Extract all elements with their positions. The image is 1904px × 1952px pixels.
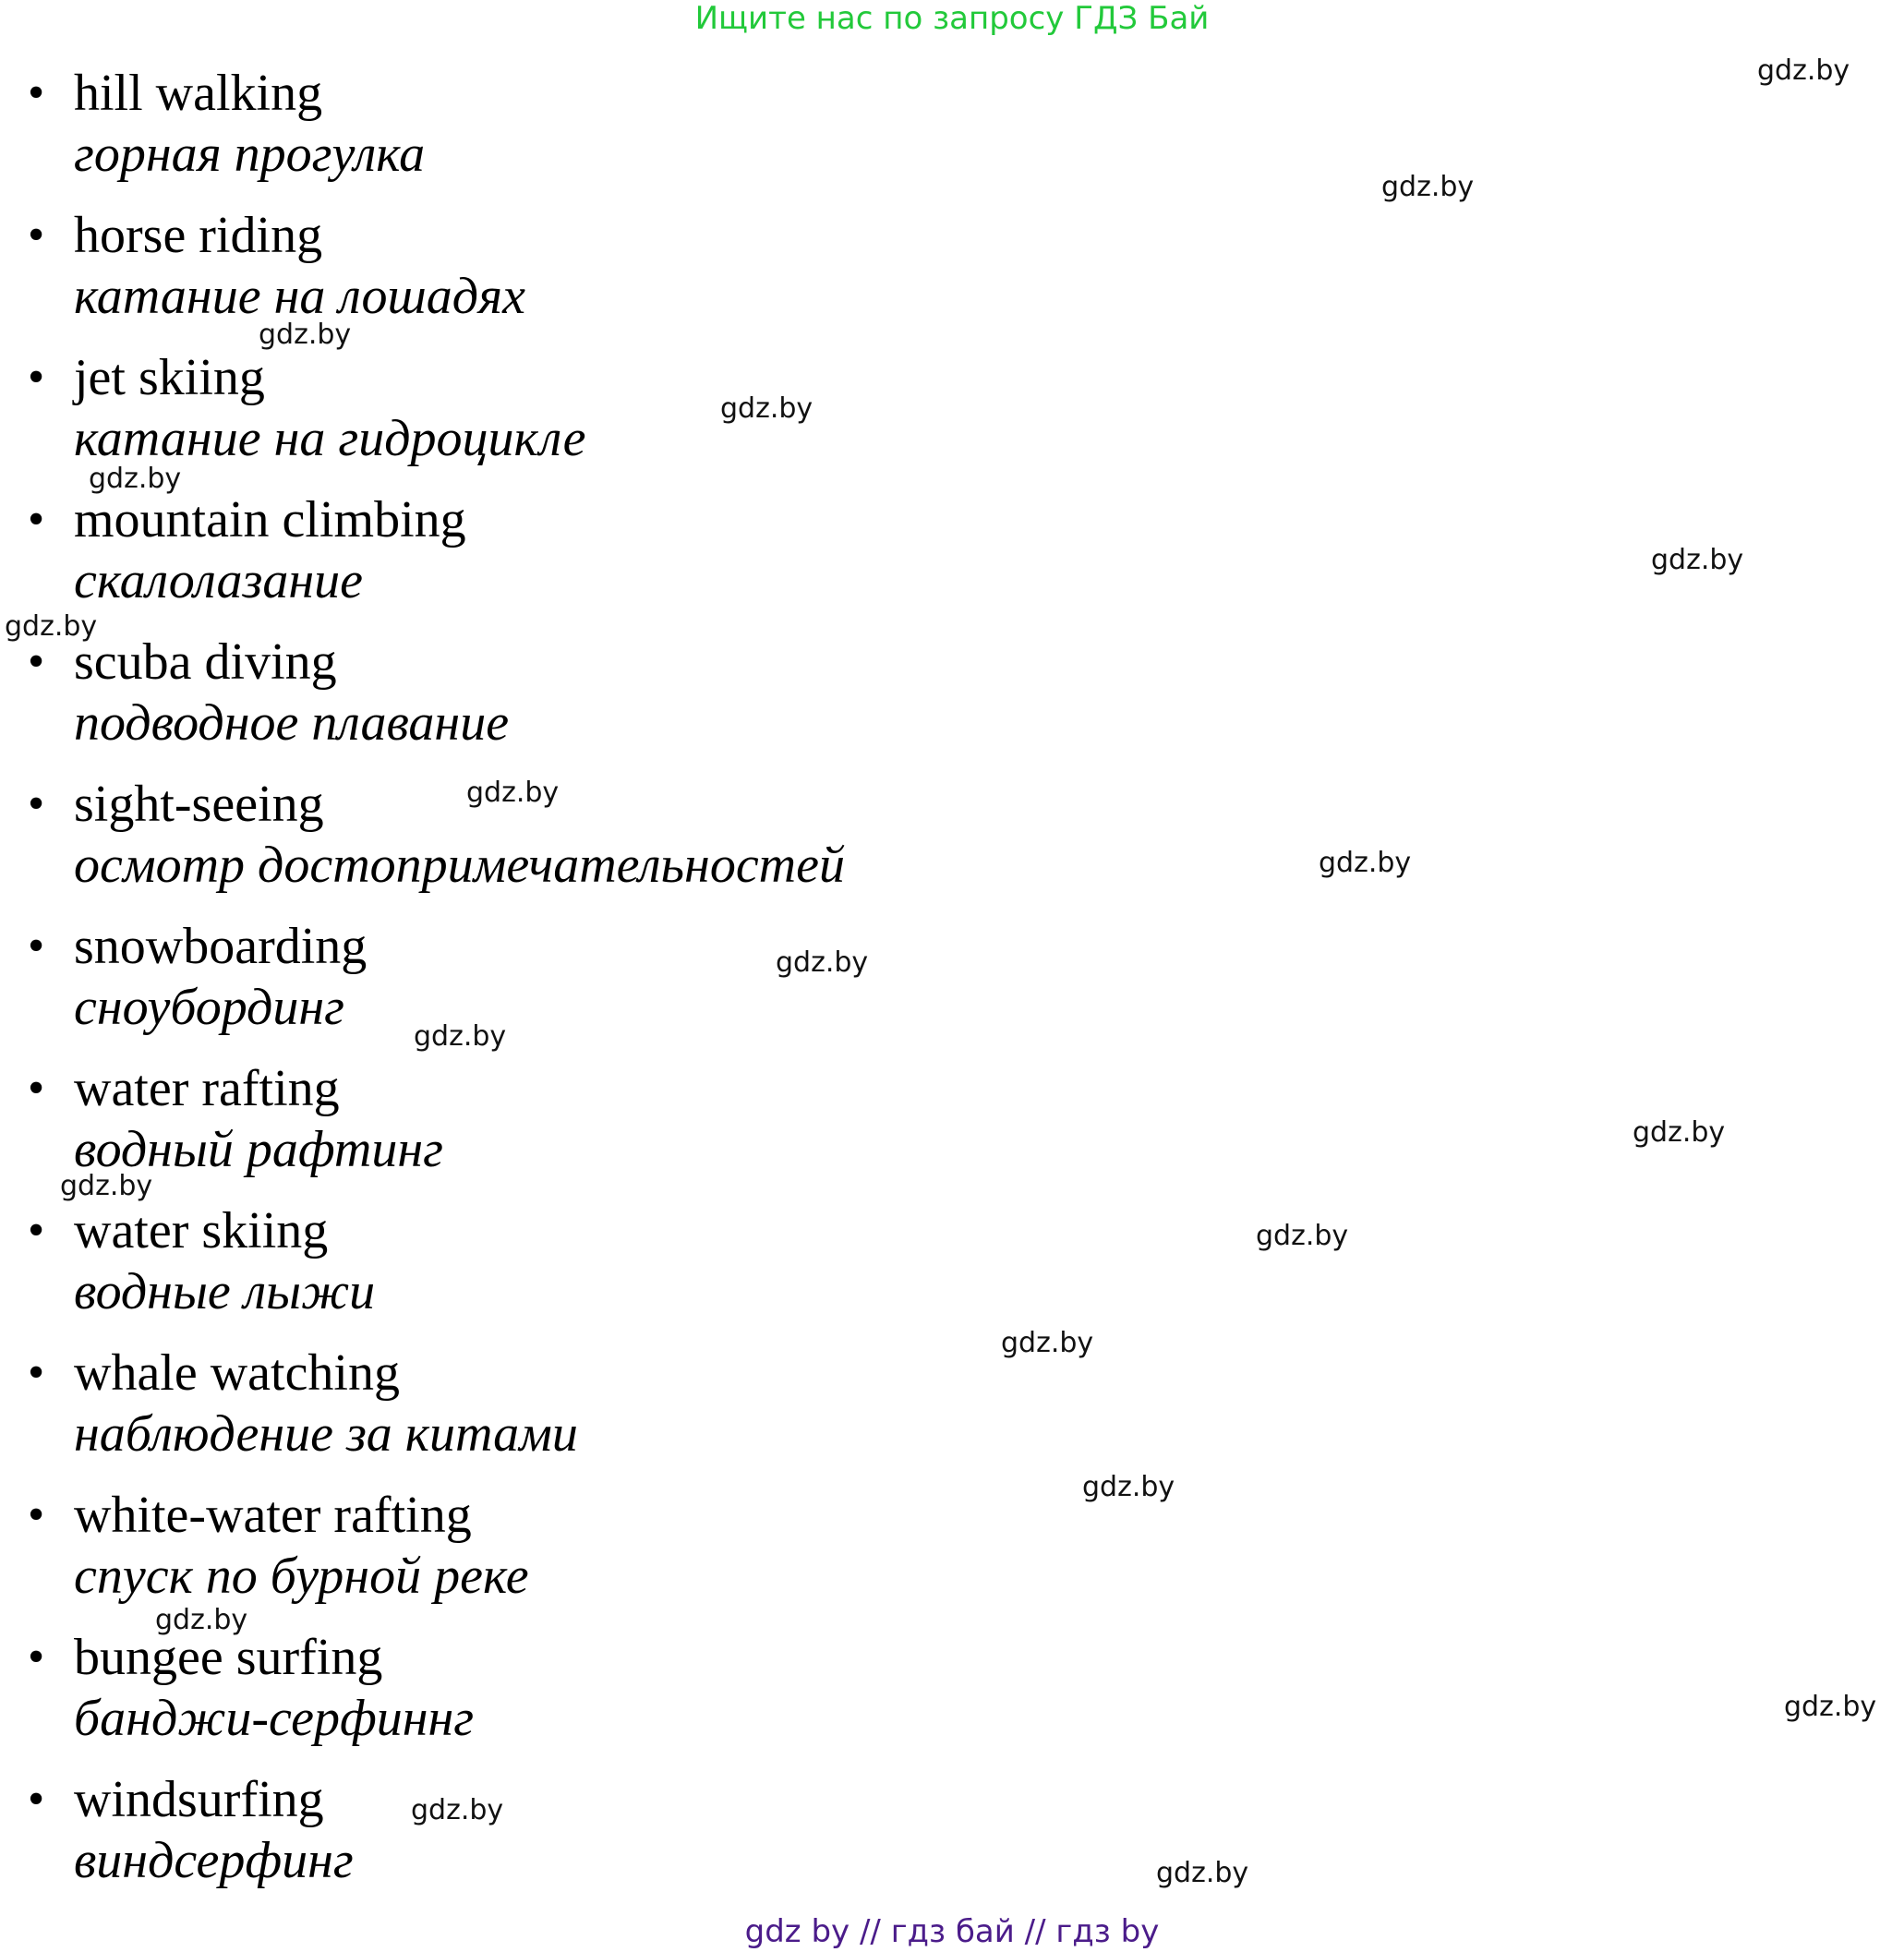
translation: осмотр достопримечательностей (74, 837, 845, 894)
translation: катание на гидроцикле (74, 410, 586, 467)
bullet: • (28, 635, 45, 688)
bullet: • (28, 209, 45, 261)
watermark: gdz.by (720, 392, 813, 425)
bullet: • (28, 351, 45, 404)
watermark: gdz.by (1633, 1116, 1726, 1149)
term: water skiing (74, 1202, 329, 1259)
watermark: gdz.by (5, 610, 98, 643)
list-item (28, 1769, 845, 1911)
footer-links: gdz by // гдз бай // гдз by (744, 1913, 1160, 1950)
watermark: gdz.by (414, 1020, 507, 1053)
watermark: gdz.by (1784, 1691, 1877, 1723)
translation: скалолазание (74, 552, 363, 609)
watermark: gdz.by (1001, 1327, 1094, 1359)
vocabulary-list (28, 63, 845, 1911)
bullet: • (28, 66, 45, 119)
watermark: gdz.by (466, 777, 560, 809)
term: windsurfing (74, 1771, 324, 1828)
watermark: gdz.by (259, 319, 352, 351)
bullet: • (28, 777, 45, 830)
list-item (28, 1627, 845, 1769)
term: bungee surfing (74, 1629, 383, 1686)
list-item (28, 63, 845, 205)
translation: виндсерфинг (74, 1832, 354, 1889)
term: scuba diving (74, 633, 337, 691)
bullet: • (28, 920, 45, 972)
term: white-water rafting (74, 1487, 472, 1544)
translation: подводное плавание (74, 694, 510, 752)
term: horse riding (74, 207, 323, 264)
term: jet skiing (74, 349, 265, 406)
watermark: gdz.by (1319, 847, 1412, 879)
bullet: • (28, 1204, 45, 1257)
term: whale watching (74, 1344, 400, 1402)
translation: наблюдение за китами (74, 1405, 578, 1463)
list-item (28, 205, 845, 347)
translation: горная прогулка (74, 126, 426, 183)
term: water rafting (74, 1060, 340, 1117)
watermark: gdz.by (1381, 171, 1475, 203)
list-item (28, 489, 845, 632)
watermark: gdz.by (155, 1604, 248, 1636)
bullet: • (28, 1488, 45, 1541)
list-item (28, 774, 845, 916)
translation: банджи-серфиннг (74, 1690, 475, 1747)
list-item (28, 632, 845, 774)
list-item (28, 1343, 845, 1485)
term: sight-seeing (74, 776, 324, 833)
translation: спуск по бурной реке (74, 1548, 529, 1605)
watermark: gdz.by (1256, 1220, 1349, 1252)
watermark: gdz.by (60, 1170, 153, 1202)
bullet: • (28, 493, 45, 546)
translation: водные лыжи (74, 1263, 376, 1320)
term: mountain climbing (74, 491, 466, 548)
translation: катание на лошадях (74, 268, 525, 325)
watermark: gdz.by (1757, 54, 1850, 87)
bullet: • (28, 1773, 45, 1825)
bullet: • (28, 1346, 45, 1399)
translation: сноубординг (74, 979, 345, 1036)
watermark: gdz.by (1082, 1471, 1175, 1503)
bullet: • (28, 1062, 45, 1115)
list-item (28, 1485, 845, 1627)
bullet: • (28, 1631, 45, 1683)
translation: водный рафтинг (74, 1121, 443, 1178)
list-item (28, 1200, 845, 1343)
watermark: gdz.by (411, 1794, 504, 1826)
watermark: gdz.by (1156, 1857, 1249, 1889)
watermark: gdz.by (89, 463, 182, 495)
term: hill walking (74, 65, 323, 122)
term: snowboarding (74, 918, 368, 975)
watermark: gdz.by (1651, 544, 1744, 576)
search-banner: Ищите нас по запросу ГДЗ Бай (694, 0, 1210, 37)
watermark: gdz.by (776, 946, 869, 979)
